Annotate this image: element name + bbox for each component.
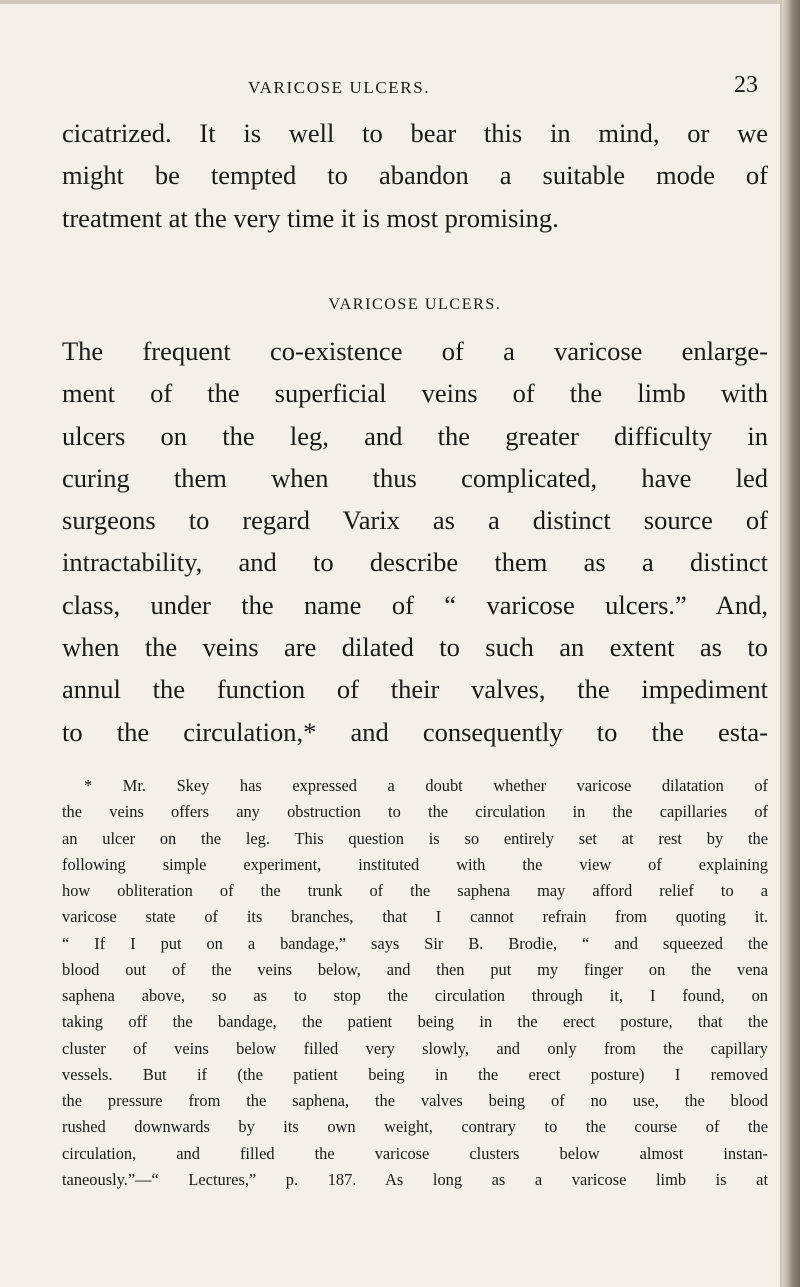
footnote — [62, 773, 768, 1193]
footnote-line: cluster of veins below filled very slowly, and only from the capillary — [62, 1038, 768, 1058]
paragraph-continuation — [62, 112, 768, 239]
book-spine — [782, 0, 800, 1287]
footnote-line: blood out of the veins below, and then put my finger on the vena — [62, 959, 768, 979]
footnote-line: following simple experiment, instituted with the view of explaining — [62, 854, 768, 874]
footnote-line: the veins offers any obstruction to the circulation in the capillaries of — [62, 802, 768, 822]
footnote-line: varicose state of its branches, that I cannot refrain from quoting it. — [62, 907, 768, 927]
text-line: ulcers on the leg, and the greater difficulty in — [62, 420, 768, 451]
running-head — [62, 72, 768, 106]
text-line: cicatrized. It is well to bear this in mind, or we — [62, 118, 768, 148]
page-number: 23 — [734, 72, 758, 98]
top-edge-rule — [0, 0, 800, 4]
text-line: The frequent co-existence of a varicose enlarge- — [62, 336, 768, 366]
footnote-line: taking off the bandage, the patient being in the erect posture, that the — [62, 1012, 768, 1032]
text-line: ment of the superficial veins of the limb with — [62, 378, 768, 409]
text-line: curing them when thus complicated, have led — [62, 462, 768, 493]
footnote-line: an ulcer on the leg. This question is so entirely set at rest by the — [62, 828, 768, 848]
footnote-line: “ If I put on a bandage,” says Sir B. Brodie, “ and squeezed the — [62, 933, 768, 953]
text-line: class, under the name of “ varicose ulcers.” And, — [62, 589, 768, 620]
text-line: annul the function of their valves, the impediment — [62, 674, 768, 705]
footnote-line: vessels. But if (the patient being in the erect posture) I removed — [62, 1064, 768, 1084]
text-line: to the circulation,* and consequently to the esta- — [62, 716, 768, 747]
footnote-line: the pressure from the saphena, the valves being of no use, the blood — [62, 1091, 768, 1110]
text-line: might be tempted to abandon a suitable mode of — [62, 160, 768, 191]
text-line: surgeons to regard Varix as a distinct source of — [62, 505, 768, 536]
footnote-line: * Mr. Skey has expressed a doubt whether varicose dilatation of — [84, 776, 768, 795]
text-line: intractability, and to describe them as a distinct — [62, 547, 768, 578]
footnote-line: saphena above, so as to stop the circulation through it, I found, on — [62, 986, 768, 1005]
footnote-line: how obliteration of the trunk of the saphena may afford relief to a — [62, 881, 768, 900]
running-head-title: VARICOSE ULCERS. — [248, 78, 431, 97]
text-line: treatment at the very time it is most promising. — [62, 202, 559, 233]
text-line: when the veins are dilated to such an extent as to — [62, 632, 768, 663]
paragraph-varicose-ulcers — [62, 330, 768, 753]
footnote-line: circulation, and filled the varicose clusters below almost instan- — [62, 1143, 768, 1163]
section-heading: VARICOSE ULCERS. — [328, 296, 502, 313]
footnote-line: rushed downwards by its own weight, contrary to the course of the — [62, 1117, 768, 1137]
footnote-line: taneously.”—“ Lectures,” p. 187. As long as a varicose limb is at — [62, 1169, 768, 1189]
